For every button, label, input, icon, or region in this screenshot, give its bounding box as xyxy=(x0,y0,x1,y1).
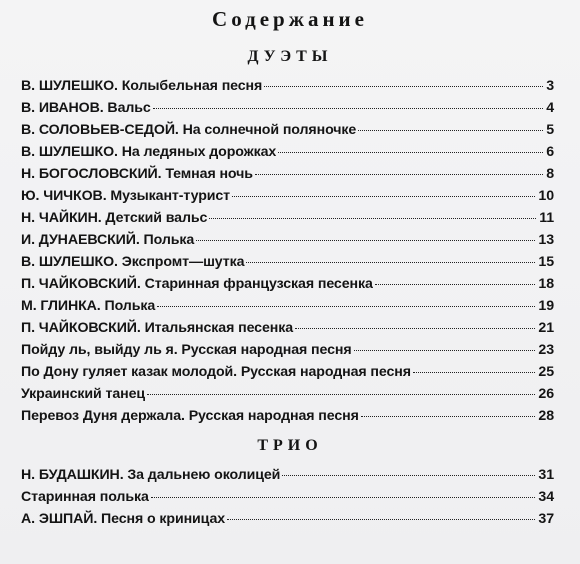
toc-entry-page-number: 10 xyxy=(538,188,554,204)
section-heading-duets: ДУЭТЫ xyxy=(247,48,333,65)
toc-entry-page-number: 4 xyxy=(546,100,554,116)
dot-leader xyxy=(151,497,536,498)
dot-leader xyxy=(232,196,535,197)
toc-entry xyxy=(21,144,554,166)
dot-leader xyxy=(282,475,535,476)
toc-entry-page-number: 31 xyxy=(538,467,554,483)
toc-entry-title: П. ЧАЙКОВСКИЙ. Старинная французская песенка xyxy=(21,276,373,292)
toc-entry-title: А. ЭШПАЙ. Песня о криницах xyxy=(21,511,226,527)
dot-leader xyxy=(246,262,535,263)
dot-leader xyxy=(264,86,543,87)
toc-entry-title: Н. БУДАШКИН. За дальнею околицей xyxy=(21,467,281,483)
toc-entry-page-number: 28 xyxy=(538,408,554,424)
toc-entry-title: Ю. ЧИЧКОВ. Музыкант-турист xyxy=(21,188,231,204)
dot-leader xyxy=(227,519,535,520)
dot-leader xyxy=(295,328,535,329)
toc-entry xyxy=(21,232,554,254)
toc-entry-title: Старинная полька xyxy=(21,489,149,505)
toc-list-duets xyxy=(21,78,554,430)
toc-entry-page-number: 5 xyxy=(546,122,554,138)
toc-entry xyxy=(21,511,554,533)
toc-entry xyxy=(21,467,554,489)
dot-leader xyxy=(375,284,536,285)
toc-entry-title: Н. ЧАЙКИН. Детский вальс xyxy=(21,210,208,226)
toc-entry-title: В. ШУЛЕШКО. Экспромт—шутка xyxy=(21,254,245,270)
toc-entry-title: В. СОЛОВЬЕВ-СЕДОЙ. На солнечной поляночке xyxy=(21,122,357,138)
dot-leader xyxy=(358,130,543,131)
toc-entry-title: Н. БОГОСЛОВСКИЙ. Темная ночь xyxy=(21,166,253,182)
toc-entry-title: Перевоз Дуня держала. Русская народная песня xyxy=(21,408,359,424)
toc-entry-page-number: 37 xyxy=(538,511,554,527)
page-title: Содержание xyxy=(212,7,368,31)
toc-entry xyxy=(21,100,554,122)
toc-entry xyxy=(21,489,554,511)
dot-leader xyxy=(196,240,535,241)
dot-leader xyxy=(354,350,536,351)
toc-entry xyxy=(21,386,554,408)
toc-entry xyxy=(21,78,554,100)
toc-entry-page-number: 18 xyxy=(538,276,554,292)
toc-list-trio xyxy=(21,467,554,533)
dot-leader xyxy=(209,218,536,219)
toc-entry xyxy=(21,166,554,188)
toc-entry-page-number: 34 xyxy=(538,489,554,505)
toc-entry xyxy=(21,320,554,342)
toc-entry-page-number: 19 xyxy=(538,298,554,314)
dot-leader xyxy=(147,394,535,395)
toc-entry xyxy=(21,122,554,144)
toc-entry-title: Украинский танец xyxy=(21,386,146,402)
dot-leader xyxy=(255,174,543,175)
toc-entry-title: В. ИВАНОВ. Вальс xyxy=(21,100,151,116)
toc-entry xyxy=(21,276,554,298)
dot-leader xyxy=(278,152,543,153)
toc-entry-title: П. ЧАЙКОВСКИЙ. Итальянская песенка xyxy=(21,320,294,336)
dot-leader xyxy=(153,108,544,109)
toc-entry-title: Пойду ль, выйду ль я. Русская народная песня xyxy=(21,342,352,358)
toc-entry xyxy=(21,408,554,430)
toc-entry-page-number: 15 xyxy=(538,254,554,270)
toc-entry-page-number: 3 xyxy=(546,78,554,94)
section-heading-trio: ТРИО xyxy=(257,437,323,454)
toc-entry-page-number: 26 xyxy=(538,386,554,402)
dot-leader xyxy=(157,306,535,307)
toc-entry-title: В. ШУЛЕШКО. Колыбельная песня xyxy=(21,78,263,94)
toc-entry-page-number: 8 xyxy=(546,166,554,182)
dot-leader xyxy=(413,372,535,373)
toc-entry xyxy=(21,188,554,210)
toc-entry xyxy=(21,364,554,386)
toc-entry-page-number: 11 xyxy=(539,210,554,226)
toc-entry xyxy=(21,298,554,320)
toc-entry-title: В. ШУЛЕШКО. На ледяных дорожках xyxy=(21,144,277,160)
toc-entry xyxy=(21,342,554,364)
toc-entry-page-number: 23 xyxy=(538,342,554,358)
toc-entry-page-number: 25 xyxy=(538,364,554,380)
toc-entry-title: И. ДУНАЕВСКИЙ. Полька xyxy=(21,232,195,248)
toc-entry-page-number: 21 xyxy=(538,320,554,336)
toc-entry-page-number: 13 xyxy=(538,232,554,248)
dot-leader xyxy=(361,416,536,417)
toc-entry xyxy=(21,254,554,276)
toc-entry-title: М. ГЛИНКА. Полька xyxy=(21,298,156,314)
toc-entry xyxy=(21,210,554,232)
toc-entry-page-number: 6 xyxy=(546,144,554,160)
toc-entry-title: По Дону гуляет казак молодой. Русская народная песня xyxy=(21,364,411,380)
